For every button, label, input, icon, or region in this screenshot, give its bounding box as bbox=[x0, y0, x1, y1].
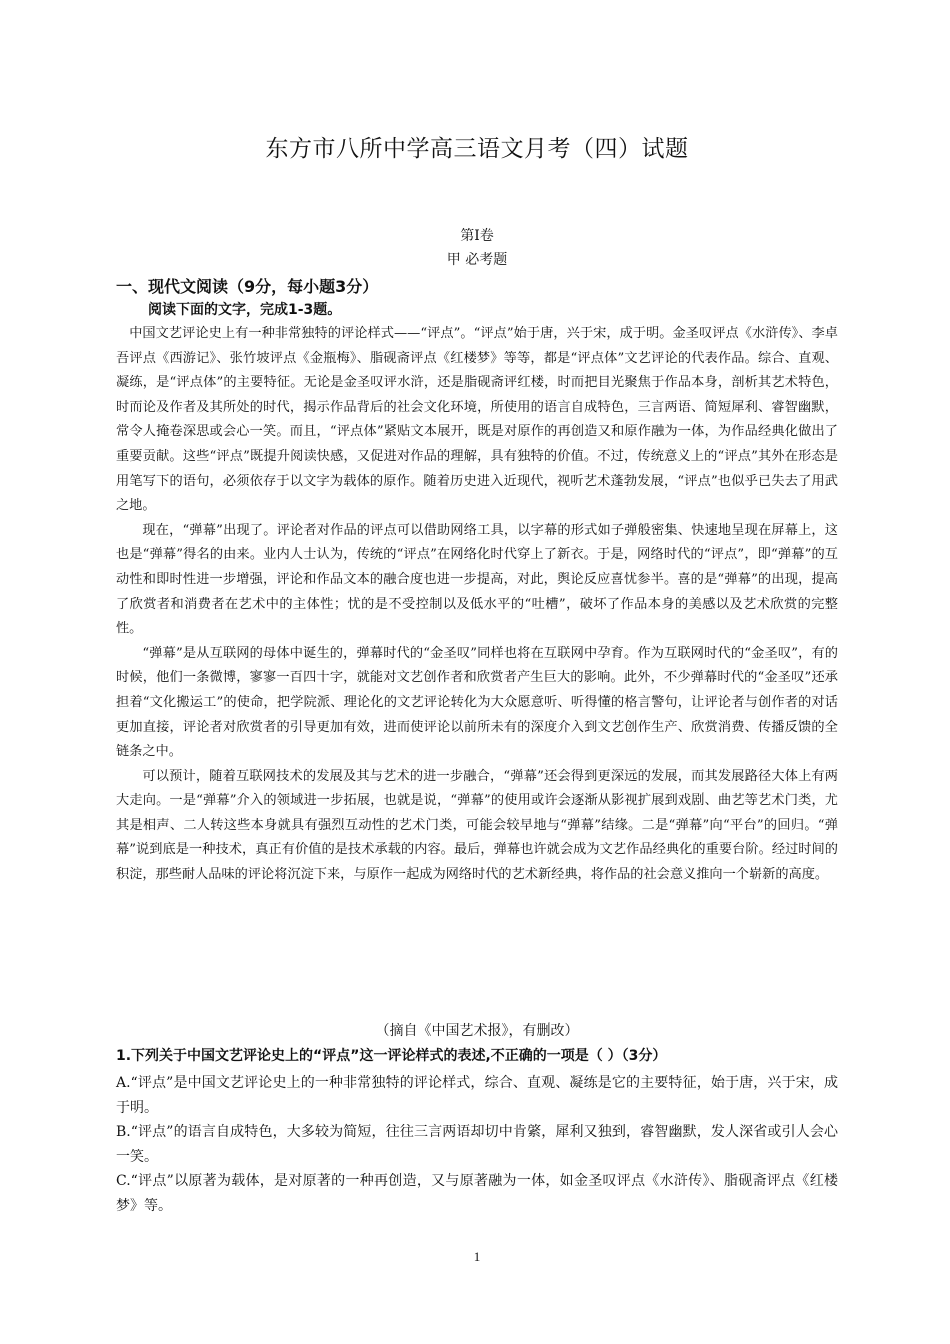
passage-paragraph-3: “弹幕”是从互联网的母体中诞生的，弹幕时代的“金圣叹”同样也将在互联网中孕育。作为互联网时代的“金圣叹”，有的时候，他们一条微博，寥寥一百四十字，就能对文艺创作者和欣赏者产生巨大的影响。此外，不少弹幕时代的“金圣叹”还承担着“文化搬运工”的使命，把学院派、理论化的文艺评论转化为大众愿意听、听得懂的格言警句，让评论者与创作者的对话更加直接，评论者对欣赏者的引导更加有效，进而使评论以前所未有的深度介入到文艺创作生产、欣赏消费、传播反馈的全链条之中。 bbox=[116, 645, 838, 760]
volume-label: 第Ⅰ卷 bbox=[460, 228, 494, 244]
sub-volume-label: 甲 必考题 bbox=[446, 252, 508, 268]
reading-instruction: 阅读下面的文字，完成1-3题。 bbox=[148, 302, 342, 318]
section-heading: 一、现代文阅读（9分，每小题3分） bbox=[116, 277, 379, 296]
option-a: A.“评点”是中国文艺评论史上的一种非常独特的评论样式，综合、直观、凝练是它的主要特征，始于唐，兴于宋，成于明。 bbox=[116, 1075, 838, 1116]
passage-paragraph-4: 可以预计，随着互联网技术的发展及其与艺术的进一步融合，“弹幕”还会得到更深远的发展，而其发展路径大体上有两大走向。一是“弹幕”介入的领域进一步拓展，也就是说，“弹幕”的使用或许会逐渐从影视扩展到戏剧、曲艺等艺术门类，尤其是相声、二人转这些本身就具有强烈互动性的艺术门类，可能会较早地与“弹幕”结缘。二是“弹幕”向“平台”的回归。“弹幕”说到底是一种技术，真正有价值的是技术承载的内容。最后，弹幕也许就会成为文艺作品经典化的重要台阶。经过时间的积淀，那些耐人品味的评论将沉淀下来，与原作一起成为网络时代的艺术新经典，将作品的社会意义推向一个崭新的高度。 bbox=[116, 768, 838, 883]
question-1-stem: 1.下列关于中国文艺评论史上的“评点”这一评论样式的表述,不正确的一项是（ ）（3分） bbox=[116, 1048, 667, 1064]
passage-paragraph-1: 中国文艺评论史上有一种非常独特的评论样式——“评点”。“评点”始于唐，兴于宋，成于明。金圣叹评点《水浒传》、李卓吾评点《西游记》、张竹坡评点《金瓶梅》、脂砚斋评点《红楼梦》等等，都是“评点体”文艺评论的代表作品。综合、直观、凝练，是“评点体”的主要特征。无论是金圣叹评水浒，还是脂砚斋评红楼，时而把目光聚焦于作品本身，剖析其艺术特色，时而论及作者及其所处的时代，揭示作品背后的社会文化环境，所使用的语言自成特色，三言两语、简短犀利、睿智幽默，常令人掩卷深思或会心一笑。而且，“评点体”紧贴文本展开，既是对原作的再创造又和原作融为一体，为作品经典化做出了重要贡献。这些“评点”既提升阅读快感，又促进对作品的理解，具有独特的价值。不过，传统意义上的“评点”其外在形态是用笔写下的语句，必须依存于以文字为载体的原作。随着历史进入近现代，视听艺术蓬勃发展，“评点”也似乎已失去了用武之地。 bbox=[116, 326, 838, 514]
option-b: B.“评点”的语言自成特色，大多较为简短，往往三言两语却切中肯綮，犀利又独到，睿智幽默，发人深省或引人会心一笑。 bbox=[116, 1124, 838, 1165]
option-c: C.“评点”以原著为载体，是对原著的一种再创造，又与原著融为一体，如金圣叹评点《水浒传》、脂砚斋评点《红楼梦》等。 bbox=[116, 1173, 838, 1214]
exam-page bbox=[116, 0, 838, 1344]
page-title: 东方市八所中学高三语文月考（四）试题 bbox=[265, 136, 689, 162]
reading-passage bbox=[116, 322, 838, 888]
page-number: 1 bbox=[473, 1249, 481, 1264]
question-1-options bbox=[116, 1071, 838, 1219]
passage-paragraph-2: 现在，“弹幕”出现了。评论者对作品的评点可以借助网络工具，以字幕的形式如子弹般密集、快速地呈现在屏幕上，这也是“弹幕”得名的由来。业内人士认为，传统的“评点”在网络化时代穿上了新衣。于是，网络时代的“评点”，即“弹幕”的互动性和即时性进一步增强，评论和作品文本的融合度也进一步提高，对此，舆论反应喜忧参半。喜的是“弹幕”的出现，提高了欣赏者和消费者在艺术中的主体性；忧的是不受控制以及低水平的“吐槽”，破坏了作品本身的美感以及艺术欣赏的完整性。 bbox=[116, 522, 838, 637]
passage-source: （摘自《中国艺术报》，有删改） bbox=[375, 1023, 579, 1039]
